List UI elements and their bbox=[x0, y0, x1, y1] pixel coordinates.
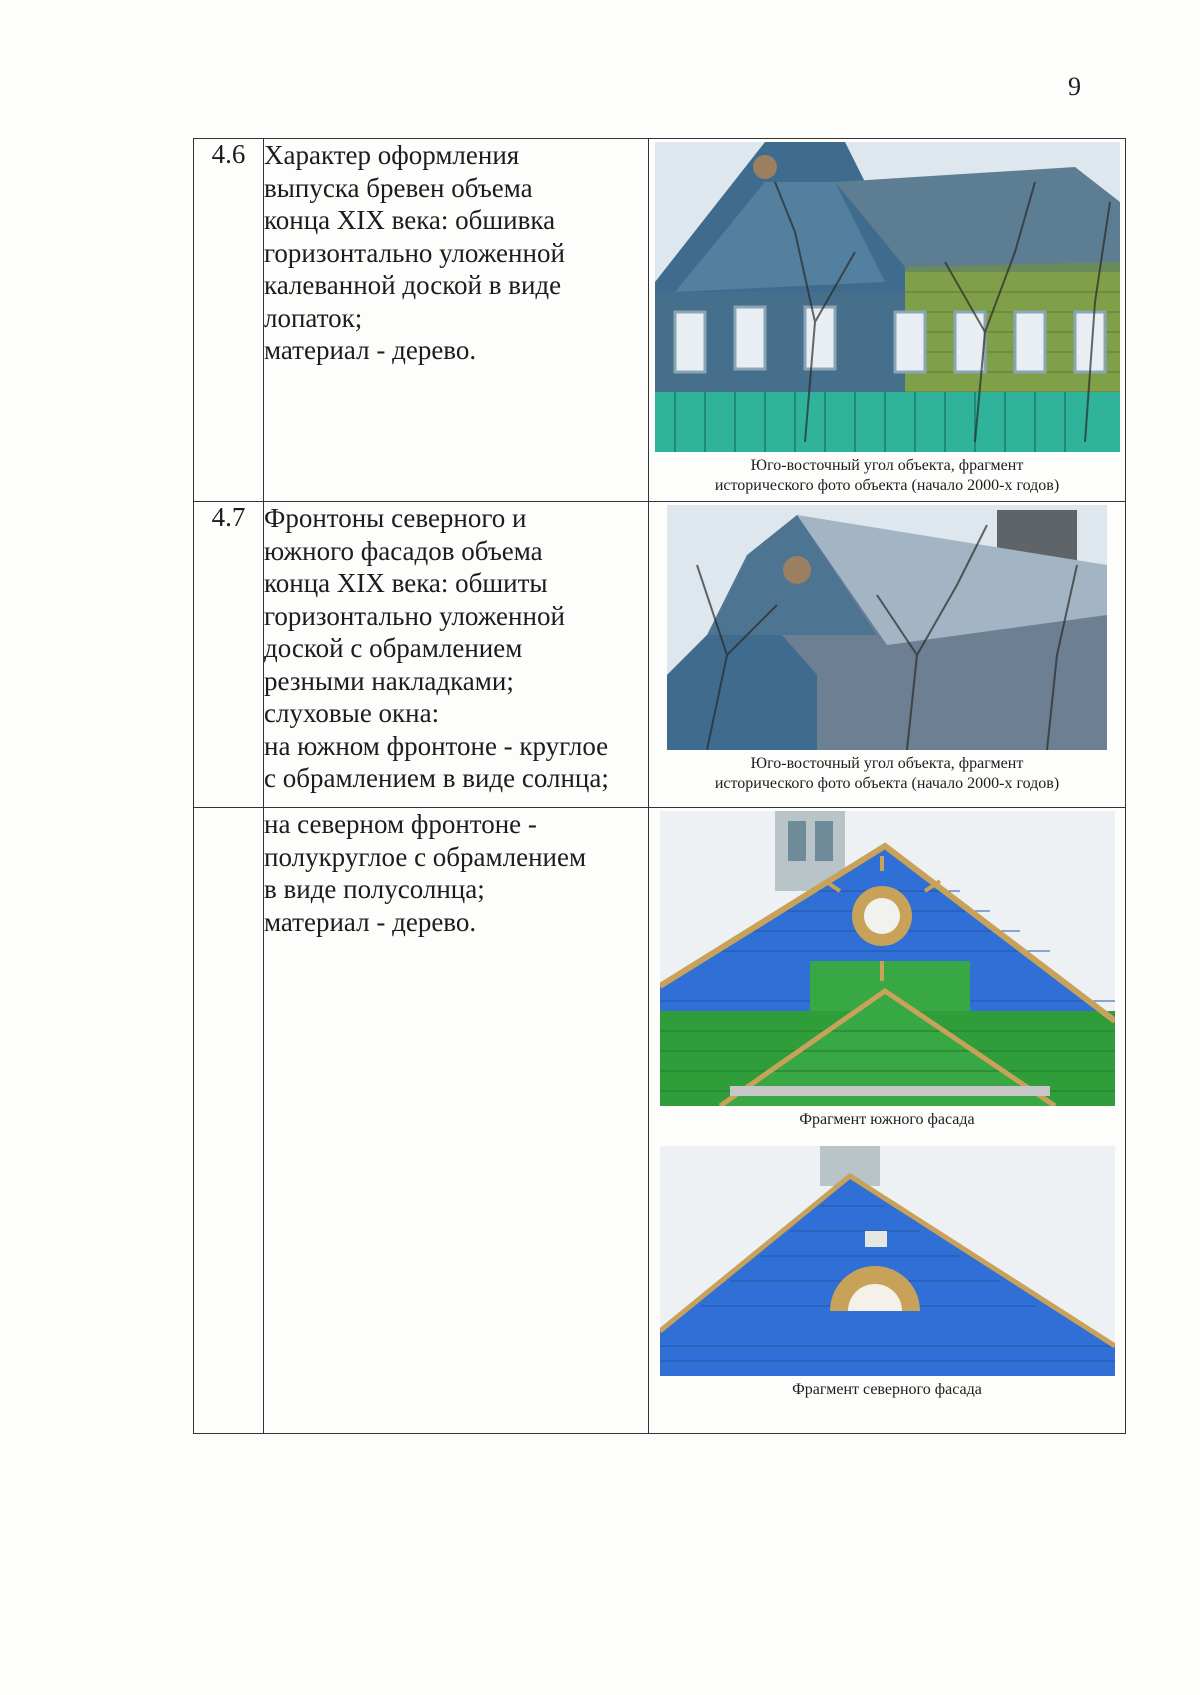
description-line: южного фасадов объема bbox=[264, 535, 543, 566]
row-description bbox=[264, 502, 649, 808]
caption-line: исторического фото объекта (начало 2000-х годов) bbox=[714, 477, 1060, 494]
description-line: калеванной доской в виде bbox=[264, 270, 562, 300]
description-line: с обрамлением в виде солнца; bbox=[264, 763, 609, 793]
description-line: лопаток; bbox=[264, 302, 363, 333]
gable-historic-photo bbox=[667, 505, 1107, 750]
photo-cell bbox=[649, 502, 1126, 808]
photo-caption bbox=[649, 750, 1125, 794]
description-line: Характер оформления bbox=[264, 140, 520, 170]
caption-line: Юго-восточный угол объекта, фрагмент bbox=[750, 755, 1024, 772]
page-number: 9 bbox=[1068, 72, 1081, 101]
row-number bbox=[194, 808, 264, 1434]
row-description bbox=[264, 808, 649, 1434]
house-corner-photo bbox=[655, 142, 1120, 452]
caption-line: Юго-восточный угол объекта, фрагмент bbox=[750, 457, 1024, 474]
table-row bbox=[194, 139, 1126, 502]
description-line: горизонтально уложенной bbox=[264, 237, 565, 268]
description-line: Фронтоны северного и bbox=[264, 503, 527, 533]
specification-table bbox=[193, 138, 1126, 1434]
south-facade-photo bbox=[660, 811, 1115, 1106]
description-line: выпуска бревен объема bbox=[264, 172, 533, 203]
photo-caption: Фрагмент северного фасада bbox=[792, 1381, 982, 1398]
table-row bbox=[194, 808, 1126, 1434]
description-line: слуховые окна: bbox=[264, 698, 440, 728]
description-line: полукруглое с обрамлением bbox=[264, 841, 587, 872]
photo-caption: Фрагмент южного фасада bbox=[799, 1111, 975, 1128]
photo-cell bbox=[649, 139, 1126, 502]
description-line: на южном фронтоне - круглое bbox=[264, 730, 609, 761]
description-line: конца XIX века: обшивка bbox=[264, 205, 556, 235]
north-facade-photo bbox=[660, 1146, 1115, 1376]
description-line: доской с обрамлением bbox=[264, 633, 523, 663]
caption-line: исторического фото объекта (начало 2000-х годов) bbox=[714, 775, 1060, 792]
photo-cell bbox=[649, 808, 1126, 1434]
description-line: на северном фронтоне - bbox=[264, 809, 537, 839]
description-line: материал - дерево. bbox=[264, 335, 477, 365]
description-line: горизонтально уложенной bbox=[264, 600, 565, 631]
description-line: материал - дерево. bbox=[264, 906, 477, 937]
row-description bbox=[264, 139, 649, 502]
table-row bbox=[194, 502, 1126, 808]
row-number: 4.7 bbox=[194, 502, 264, 808]
description-line: резными накладками; bbox=[264, 665, 514, 696]
row-number: 4.6 bbox=[194, 139, 264, 502]
photo-caption bbox=[649, 452, 1125, 496]
description-line: конца XIX века: обшиты bbox=[264, 568, 548, 598]
description-line: в виде полусолнца; bbox=[264, 874, 485, 904]
